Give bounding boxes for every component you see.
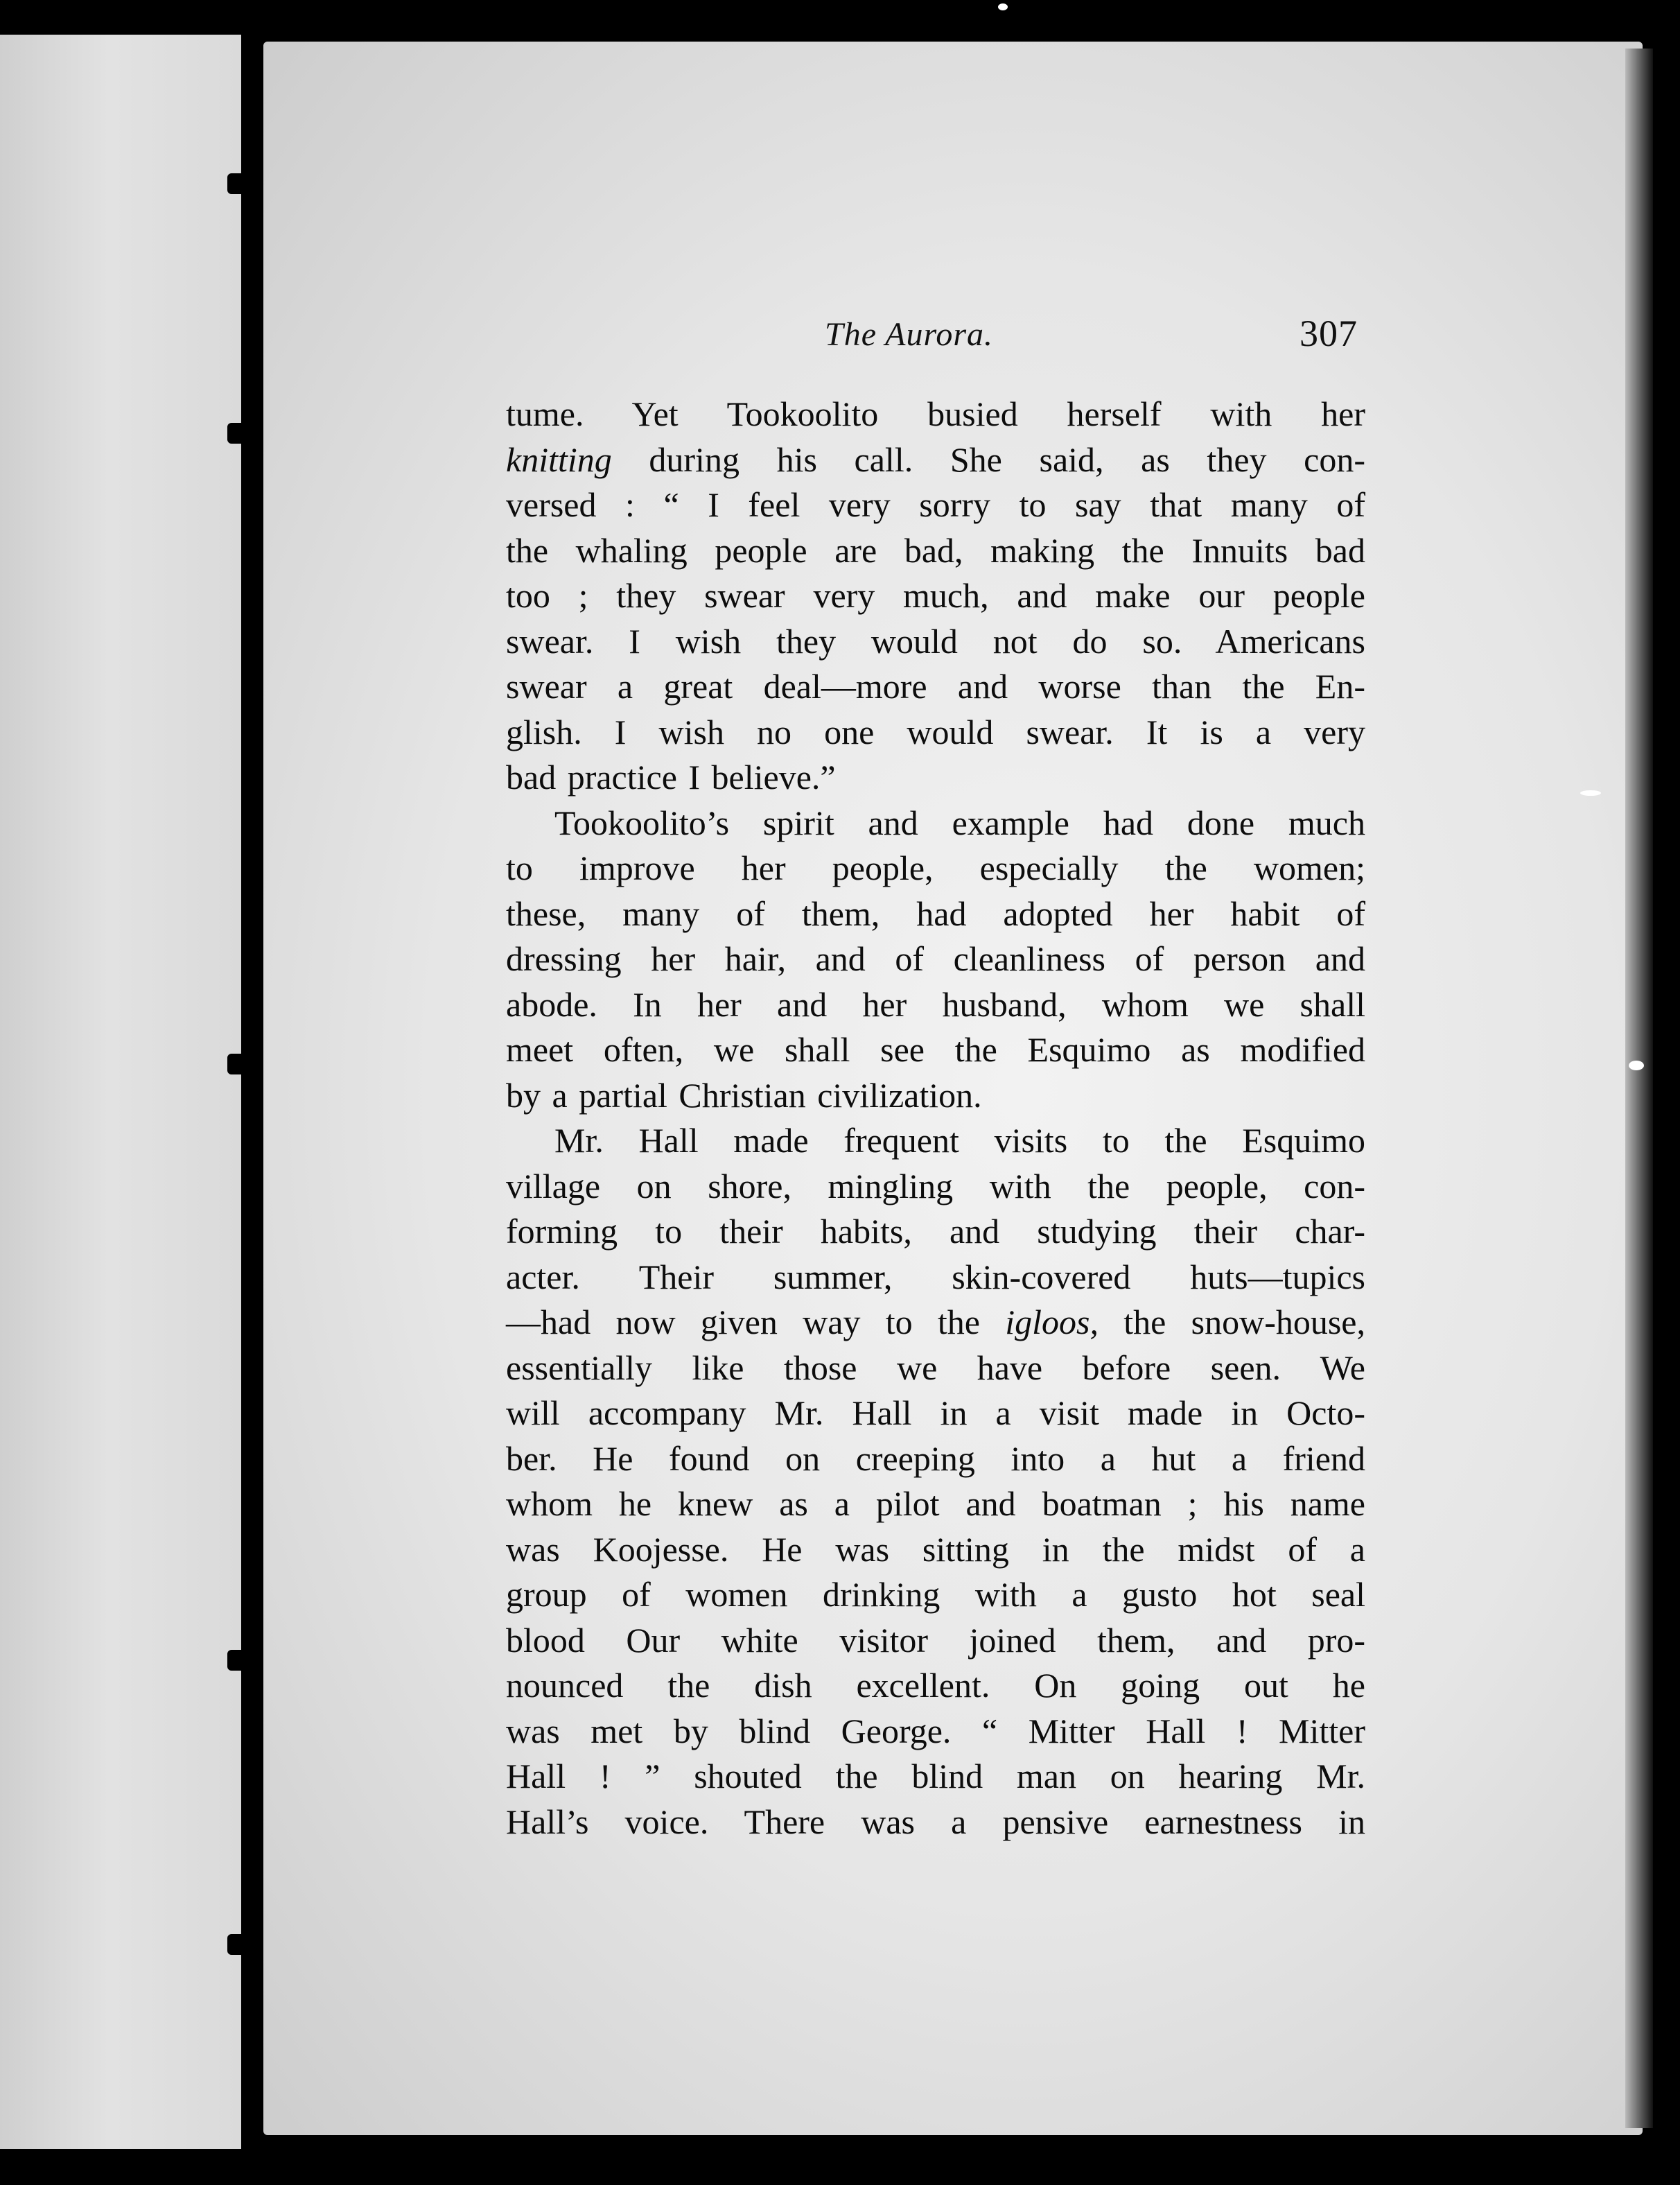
text-line: will accompany Mr. Hall in a visit made in Octo-	[506, 1393, 1365, 1432]
binding-cord	[241, 35, 256, 2149]
binding-knot	[227, 1650, 266, 1671]
text-line: was met by blind George. “ Mitter Hall ! Mitter	[506, 1711, 1365, 1750]
text-line: too ; they swear very much, and make our people	[506, 576, 1365, 615]
dust-speck	[1580, 790, 1601, 796]
text-line: versed : “ I feel very sorry to say that many of	[506, 485, 1365, 524]
text-line: nounced the dish excellent. On going out he	[506, 1666, 1365, 1705]
text-line: swear. I wish they would not do so. Americans	[506, 621, 1365, 661]
text-line: blood Our white visitor joined them, and pro-	[506, 1620, 1365, 1660]
italic-word: igloos,	[1005, 1303, 1099, 1341]
text-line: by a partial Christian civilization.	[506, 1075, 982, 1115]
text-line: was Koojesse. He was sitting in the midst of a	[506, 1529, 1365, 1569]
text-line: whom he knew as a pilot and boatman ; his name	[506, 1484, 1365, 1523]
paragraph-first-line: Tookoolito’s spirit and example had done much	[554, 803, 1365, 842]
text-line: abode. In her and her husband, whom we shall	[506, 984, 1365, 1024]
text-line: to improve her people, especially the women;	[506, 848, 1365, 887]
text-line	[506, 437, 1365, 483]
text-line	[506, 1300, 1365, 1346]
text-line: ber. He found on creeping into a hut a friend	[506, 1438, 1365, 1478]
text-line: dressing her hair, and of cleanliness of person and	[506, 939, 1365, 978]
paragraph-first-line: Mr. Hall made frequent visits to the Esquimo	[554, 1121, 1365, 1160]
text-line: Hall’s voice. There was a pensive earnestness in	[506, 1802, 1365, 1841]
text-line: these, many of them, had adopted her habit of	[506, 894, 1365, 933]
text-line: forming to their habits, and studying their char-	[506, 1212, 1365, 1251]
binding-knot	[227, 1934, 266, 1955]
text-line: the whaling people are bad, making the Innuits bad	[506, 530, 1365, 570]
text-line: bad practice I believe.”	[506, 758, 836, 796]
running-head: The Aurora.	[825, 316, 994, 353]
text-line: swear a great deal—more and worse than the En-	[506, 667, 1365, 706]
text-line: acter. Their summer, skin-covered huts—tupics	[506, 1257, 1365, 1296]
facing-page	[0, 35, 243, 2149]
body-text	[506, 392, 1365, 1845]
text-line: essentially like those we have before seen. We	[506, 1348, 1365, 1387]
text-line-rest: during his call. She said, as they con-	[611, 439, 1365, 479]
italic-word: knitting	[506, 439, 612, 479]
text-line: Hall ! ” shouted the blind man on hearing Mr.	[506, 1757, 1365, 1795]
text-line: meet often, we shall see the Esquimo as modified	[506, 1030, 1365, 1069]
text-line-start: —had now given way to the	[506, 1303, 1006, 1341]
dust-speck	[1629, 1061, 1644, 1070]
page-number: 307	[1300, 313, 1358, 354]
binding-knot	[227, 173, 266, 194]
page-edge-shadow	[1625, 49, 1653, 2128]
text-line-rest: the snow-house,	[1099, 1303, 1365, 1341]
text-line: village on shore, mingling with the people, con-	[506, 1166, 1365, 1205]
text-line: glish. I wish no one would swear. It is a very	[506, 712, 1365, 751]
dust-speck	[998, 3, 1008, 10]
text-line: group of women drinking with a gusto hot seal	[506, 1575, 1365, 1614]
binding-knot	[227, 423, 266, 444]
binding-knot	[227, 1054, 266, 1074]
text-line: tume. Yet Tookoolito busied herself with her	[506, 394, 1365, 433]
